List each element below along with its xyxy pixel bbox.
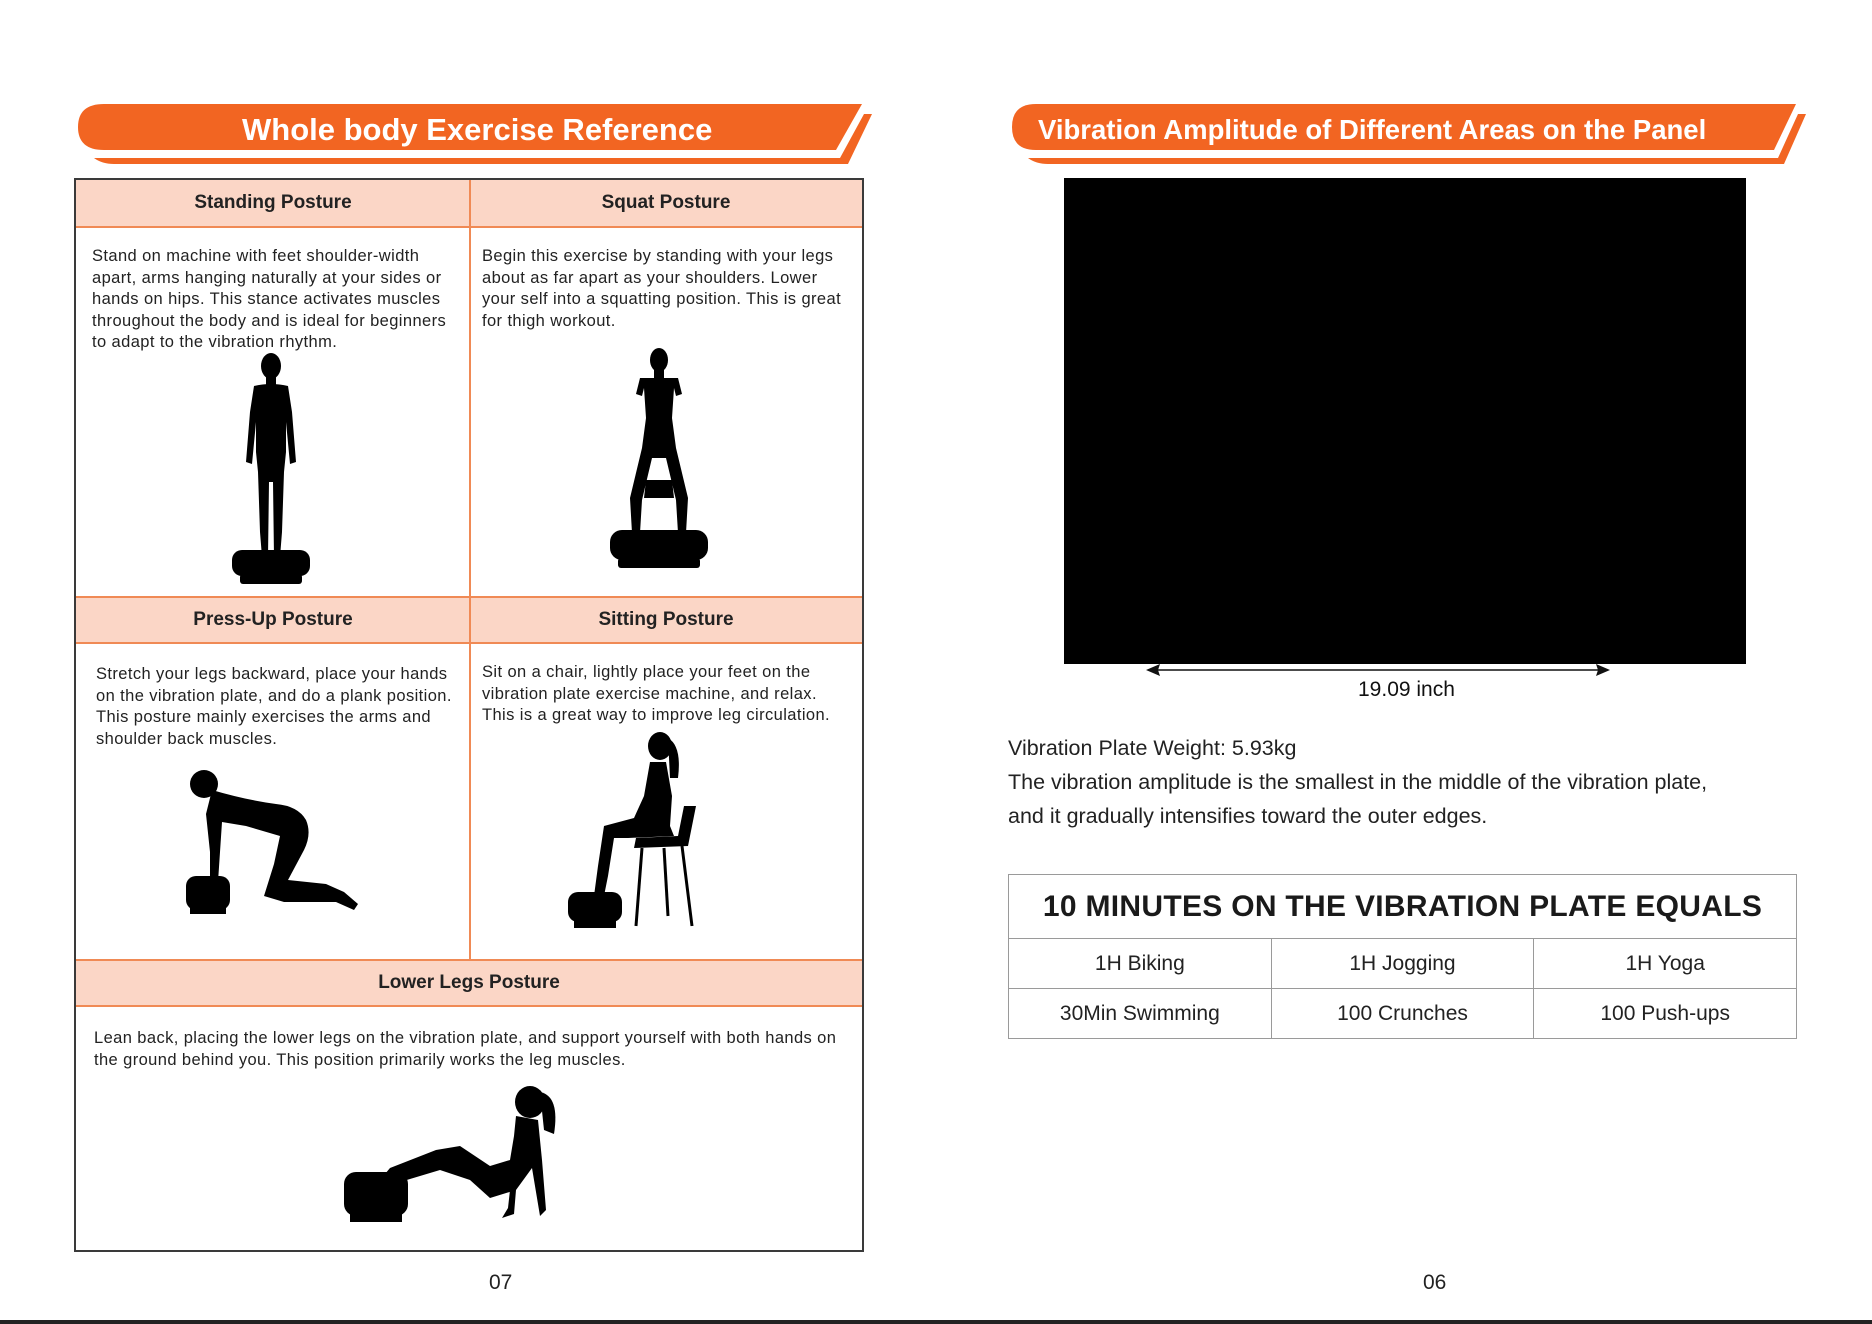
measurement-label: 19.09 inch — [1358, 678, 1455, 701]
press-up-figure-illustration — [176, 764, 396, 924]
posture-heading-standing: Standing Posture — [76, 180, 470, 228]
bottom-rule — [0, 1320, 1872, 1324]
posture-heading-press-up: Press-Up Posture — [76, 596, 470, 644]
page-title: Whole body Exercise Reference — [242, 112, 713, 147]
table-row — [1009, 939, 1796, 988]
posture-heading-lower-legs: Lower Legs Posture — [76, 959, 862, 1007]
posture-text-lower-legs: Lean back, placing the lower legs on the vibration plate, and support yourself with both hands on the ground behind you. This position primarily works the leg muscles. — [94, 1029, 837, 1069]
squat-figure-illustration — [606, 348, 712, 594]
column-divider — [469, 180, 471, 959]
right-page — [936, 0, 1872, 1324]
measurement-arrow — [1146, 660, 1610, 680]
posture-heading-squat: Squat Posture — [470, 180, 862, 228]
amplitude-text-line-2: and it gradually intensifies toward the outer edges. — [1008, 804, 1488, 828]
posture-text-standing: Stand on machine with feet shoulder-width apart, arms hanging naturally at your sides or hands on hips. This stance activates muscles throughout the body and is ideal for beginners to adapt to the vibration rhythm. — [92, 247, 447, 351]
table-cell: 30Min Swimming — [1059, 1001, 1220, 1025]
weight-text: Vibration Plate Weight: 5.93kg — [1008, 736, 1297, 760]
table-cell: 1H Jogging — [1271, 939, 1534, 988]
equivalence-table — [1008, 874, 1797, 1039]
page-title: Vibration Amplitude of Different Areas on the Panel — [1038, 114, 1707, 145]
vibration-plate-photo — [1064, 178, 1746, 664]
sitting-figure-illustration — [564, 726, 714, 936]
amplitude-text-line-1: The vibration amplitude is the smallest in the middle of the vibration plate, — [1008, 770, 1708, 794]
table-cell: 100 Push-ups — [1533, 989, 1796, 1038]
page-number: 06 — [1423, 1271, 1447, 1294]
standing-figure-illustration — [226, 352, 316, 592]
posture-text-press-up: Stretch your legs backward, place your hands on the vibration plate, and do a plank position. This posture mainly exercises the arms and shoulder back muscles. — [96, 665, 452, 748]
posture-text-sitting: Sit on a chair, lightly place your feet on the vibration plate exercise machine, and relax. This is a great way to improve leg circulation. — [482, 663, 831, 724]
table-cell: 1H Biking — [1094, 951, 1185, 975]
left-title-banner — [74, 100, 874, 170]
right-title-banner — [1008, 100, 1808, 170]
equivalence-table-title: 10 MINUTES ON THE VIBRATION PLATE EQUALS — [1009, 875, 1796, 939]
table-row — [1009, 988, 1796, 1038]
table-cell: 1H Yoga — [1533, 939, 1796, 988]
table-cell: 100 Crunches — [1271, 989, 1534, 1038]
exercise-grid — [74, 178, 864, 1252]
posture-heading-sitting: Sitting Posture — [470, 596, 862, 644]
lower-legs-figure-illustration — [340, 1080, 600, 1240]
page-number: 07 — [489, 1271, 513, 1294]
posture-text-squat: Begin this exercise by standing with your legs about as far apart as your shoulders. Lower your self into a squatting position. This is great for thigh workout. — [482, 247, 842, 330]
